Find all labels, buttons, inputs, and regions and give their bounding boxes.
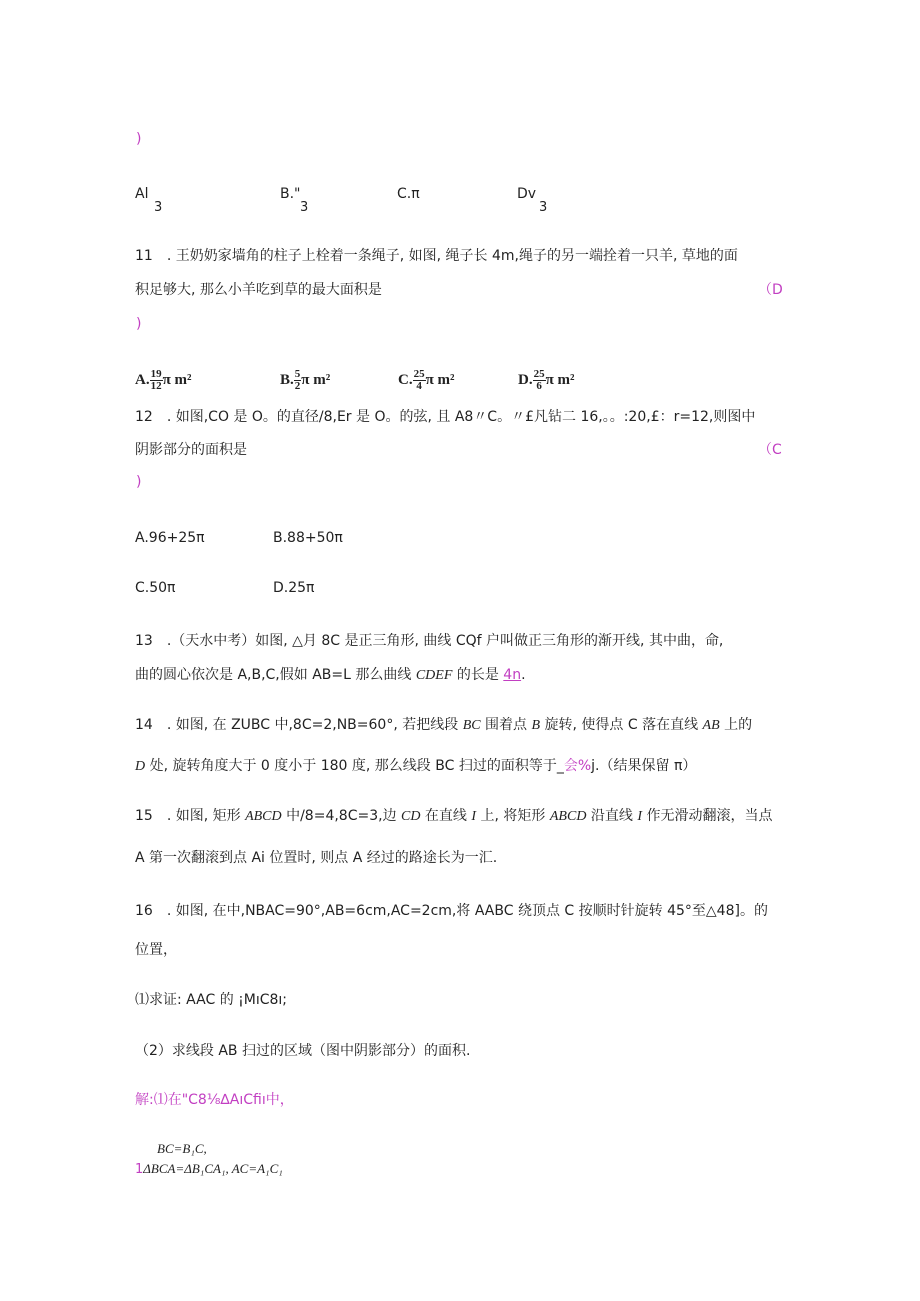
- q10-option-b-text: B.": [280, 186, 301, 202]
- q16-solution-intro: 解:⑴在"C8⅛∆AıCfiı中，: [135, 1092, 294, 1108]
- q11-line2: 积足够大, 那么小羊吃到草的最大面积是: [135, 282, 382, 298]
- q16-part1: ⑴求证: AAC 的 ¡MıC8ı;: [135, 992, 288, 1008]
- q12-paren-close: ): [136, 474, 142, 490]
- q10-option-d-sub: 3: [539, 200, 548, 215]
- q14-point-d: D: [135, 759, 146, 774]
- q15-text-k: 作无滑动翻滚，当点: [642, 808, 773, 824]
- q13-curve-name: CDEF: [415, 668, 453, 683]
- q12-option-d: D.25π: [273, 580, 315, 596]
- q16-line2: 位置，: [135, 942, 177, 958]
- q15-text-e: 在直线: [420, 808, 472, 824]
- q15-line-l: I: [471, 809, 477, 824]
- q11-option-d-num: 25: [533, 368, 545, 380]
- q11-option-b-tail: π m²: [301, 371, 331, 388]
- q14-line2-text-2: j.（结果保留 π）: [591, 758, 697, 774]
- q11-option-c-den: 4: [416, 380, 422, 392]
- q16-equation-2-text: ΔBCA=ΔB₁CA₁, AC=A₁C₁: [143, 1161, 283, 1176]
- q14-line-ab: AB: [702, 718, 720, 733]
- q15-text-c: 中/8=4,8C=3,边: [281, 808, 402, 824]
- q11-option-c: [398, 369, 455, 392]
- q15-side-cd: CD: [401, 809, 421, 824]
- q10-option-a-sub: 3: [154, 200, 163, 215]
- q14-line1-text-2: 围着点: [480, 717, 532, 733]
- q11-option-b: [280, 369, 330, 392]
- q16-equation-1: BC=B₁C,: [157, 1141, 207, 1156]
- q11-option-b-num: 5: [294, 368, 301, 380]
- q11-option-a-den: 12: [150, 380, 162, 392]
- q13-line2-end: .: [521, 667, 526, 683]
- q14-line1: [135, 714, 752, 734]
- q13-answer: 4n: [503, 667, 522, 683]
- q14-line1-text: 14 . 如图, 在 ZUBC 中,8C=2,NB=60°, 若把线段: [135, 717, 463, 733]
- q10-option-c: [397, 186, 420, 202]
- q12-option-b: B.88+50π: [273, 530, 343, 546]
- q14-line2: [135, 755, 696, 775]
- q11-option-b-den: 2: [294, 380, 301, 392]
- q14-line1-text-3: 旋转, 使得点 C 落在直线: [540, 717, 703, 733]
- q14-line2-text: 处, 旋转角度大于 0 度小于 180 度, 那么线段 BC 扫过的面积等于_: [145, 758, 564, 774]
- q14-seg-bc: BC: [462, 718, 481, 733]
- q11-option-a-letter: A.: [135, 371, 150, 388]
- q15-line2: A 第一次翻滚到点 Ai 位置时, 则点 A 经过的路途长为一汇.: [135, 850, 498, 866]
- q14-answer: 会%: [563, 758, 592, 774]
- q10-option-b-sub: 3: [300, 200, 309, 215]
- q14-point-b: B: [531, 718, 541, 733]
- q15-rect-name: ABCD: [245, 809, 282, 824]
- q11-paren-close: ): [136, 316, 142, 332]
- q14-line1-text-4: 上的: [719, 717, 753, 733]
- q15-text-a: 15 . 如图, 矩形: [135, 808, 246, 824]
- q16-equation-2: [135, 1161, 283, 1177]
- q10-option-c-text: C.π: [397, 186, 420, 202]
- q11-option-d-tail: π m²: [545, 371, 575, 388]
- q13-line2-text-2: 的长是: [452, 667, 504, 683]
- q16-part2: （2）求线段 AB 扫过的区域（图中阴影部分）的面积.: [135, 1043, 471, 1059]
- q11-answer: （D: [758, 282, 783, 298]
- q11-option-d: [518, 369, 575, 392]
- q10-paren-close: ): [136, 131, 142, 147]
- q11-option-a: [135, 369, 192, 392]
- q10-option-a: [135, 186, 148, 202]
- q13-line2-text: 曲的圆心依次是 A,B,C,假如 AB=L 那么曲线: [135, 667, 416, 683]
- q11-option-c-letter: C.: [398, 371, 413, 388]
- q15-text-g: 上, 将矩形: [476, 808, 550, 824]
- q11-option-a-tail: π m²: [162, 371, 192, 388]
- q13-line2: [135, 664, 526, 684]
- q10-option-a-text: Al: [135, 186, 149, 202]
- q10-option-b: [280, 186, 301, 202]
- q12-line1: 12 . 如图,CO 是 O。的直径/8,Er 是 O。的弦, 且 A8〃C。〃£凡钻二 16,。。:20,£：r=12,则图中: [135, 409, 756, 425]
- q15-line1: [135, 805, 772, 825]
- q16-line1: 16 . 如图, 在中,NBAC=90°,AB=6cm,AC=2cm,将 AABC 绕顶点 C 按顺时针旋转 45°至△48]。的: [135, 903, 768, 919]
- q11-option-a-num: 19: [150, 368, 162, 380]
- q11-option-c-num: 25: [413, 368, 425, 380]
- q11-option-b-letter: B.: [280, 371, 294, 388]
- q12-answer: （C: [758, 442, 782, 458]
- q16-equation-2-prefix: 1: [135, 1162, 144, 1177]
- q11-option-d-letter: D.: [518, 371, 533, 388]
- q13-line1: 13 .（天水中考）如图, △月 8C 是正三角形, 曲线 CQf 户叫做正三角形的渐开线, 其中曲，命,: [135, 633, 724, 649]
- q11-option-d-den: 6: [536, 380, 542, 392]
- q12-line2: 阴影部分的面积是: [135, 442, 247, 458]
- q11-line1: 11 . 王奶奶家墙角的柱子上栓着一条绳子, 如图, 绳子长 4m,绳子的另一端拴着一只羊, 草地的面: [135, 248, 738, 264]
- q12-option-c: C.50π: [135, 580, 176, 596]
- q10-option-d-text: Dv: [517, 186, 537, 202]
- q11-option-c-tail: π m²: [425, 371, 455, 388]
- q15-line-l-2: I: [637, 809, 643, 824]
- q12-option-a: A.96+25π: [135, 530, 205, 546]
- q15-text-i: 沿直线: [586, 808, 638, 824]
- q15-rect-name-2: ABCD: [549, 809, 587, 824]
- q10-option-d: [517, 186, 536, 202]
